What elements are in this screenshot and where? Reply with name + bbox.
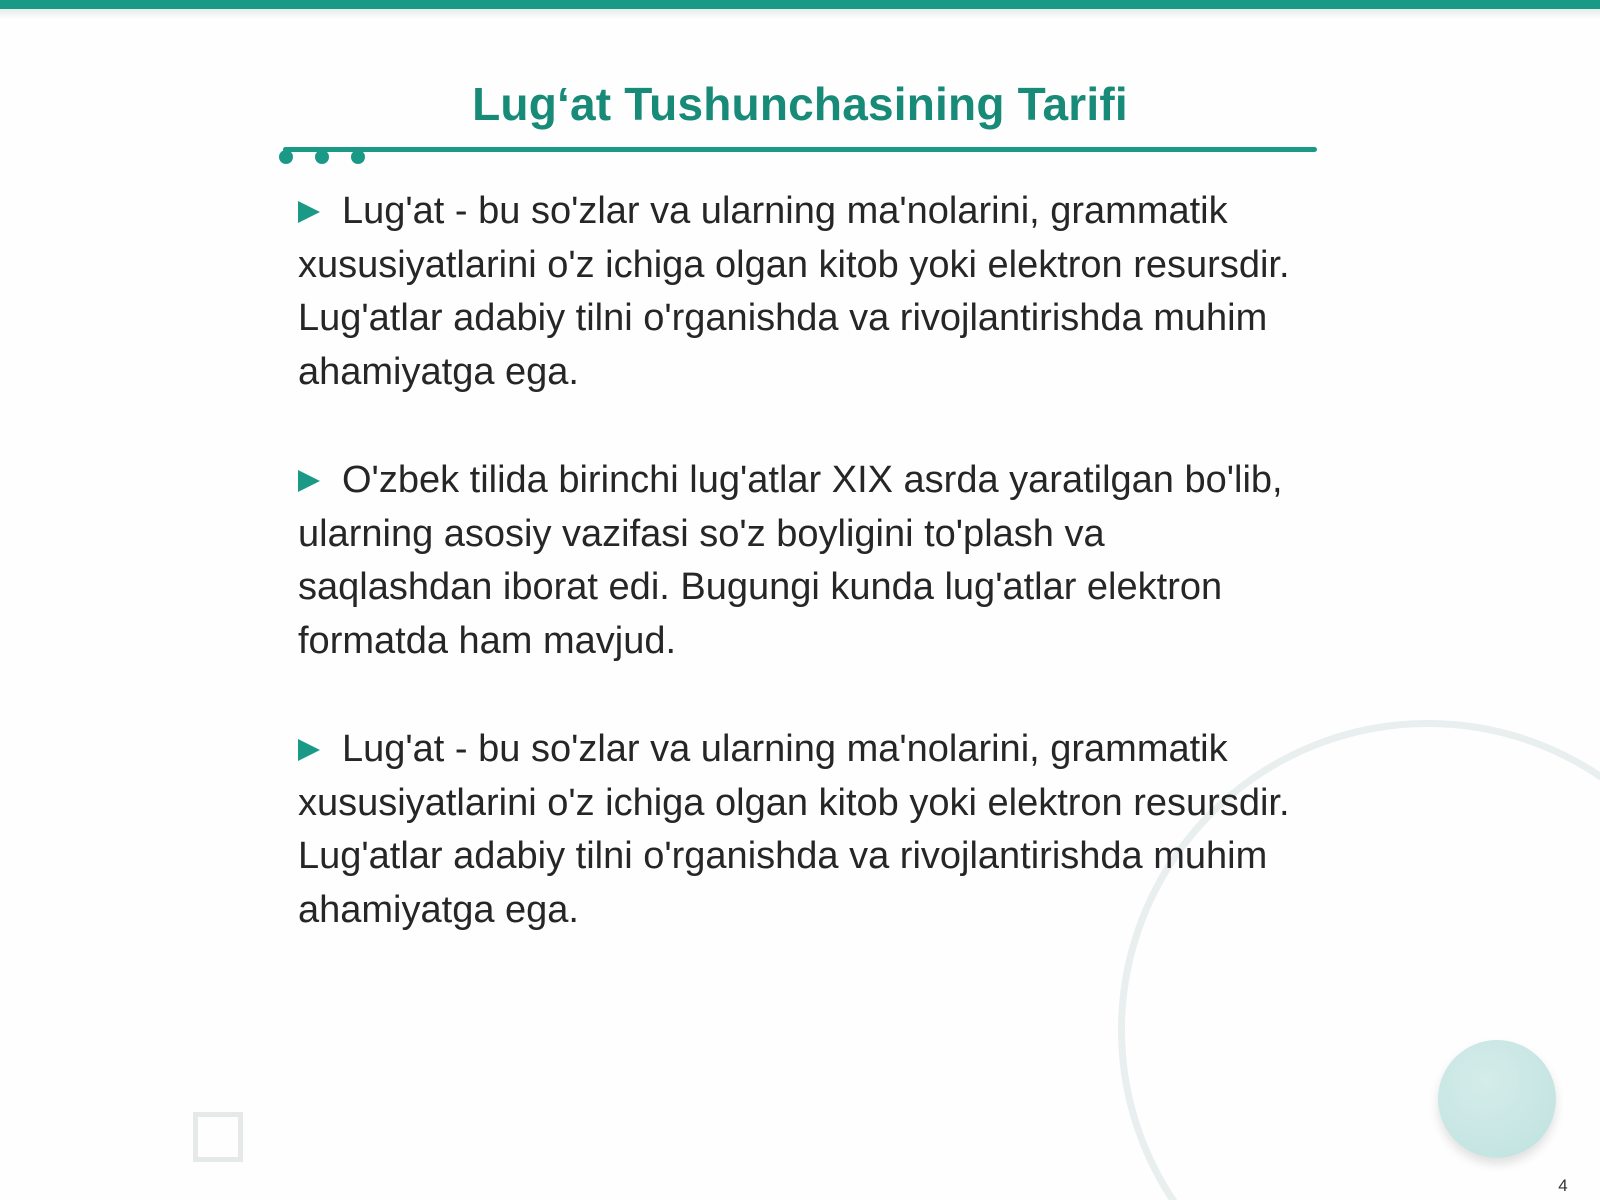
underline-dot: [351, 150, 365, 164]
underline-dot: [315, 150, 329, 164]
bullet-item: [298, 454, 1308, 668]
underline-dot: [279, 150, 293, 164]
triangle-right-icon: [298, 739, 320, 761]
bullet-text: Lug'at - bu so'zlar va ularning ma'nolarini, grammatik xususiyatlarini o'z ichiga olgan kitob yoki elektron resursdir. Lug'atlar adabiy tilni o'rganishda va rivojlantirishda muhim ahamiyatga ega.: [298, 728, 1290, 931]
triangle-right-icon: [298, 470, 320, 492]
triangle-right-icon: [298, 201, 320, 223]
decorative-square: [193, 1112, 243, 1162]
title-underline: [283, 147, 1317, 152]
page-number: 4: [1558, 1176, 1568, 1195]
bullet-item: [298, 185, 1308, 399]
top-bar-shadow: [0, 9, 1600, 19]
decorative-teal-circle: [1438, 1040, 1556, 1158]
bullet-text: O'zbek tilida birinchi lug'atlar XIX asrda yaratilgan bo'lib, ularning asosiy vazifasi so'z boyligini to'plash va saqlashdan iborat edi. Bugungi kunda lug'atlar elektron formatda ham mavjud.: [298, 459, 1283, 662]
bullet-list: [298, 185, 1308, 992]
top-accent-bar: [0, 0, 1600, 9]
slide-title: Lug‘at Tushunchasining Tarifi: [472, 78, 1128, 130]
bullet-item: [298, 723, 1308, 937]
bullet-text: Lug'at - bu so'zlar va ularning ma'nolarini, grammatik xususiyatlarini o'z ichiga olgan kitob yoki elektron resursdir. Lug'atlar adabiy tilni o'rganishda va rivojlantirishda muhim ahamiyatga ega.: [298, 190, 1290, 393]
